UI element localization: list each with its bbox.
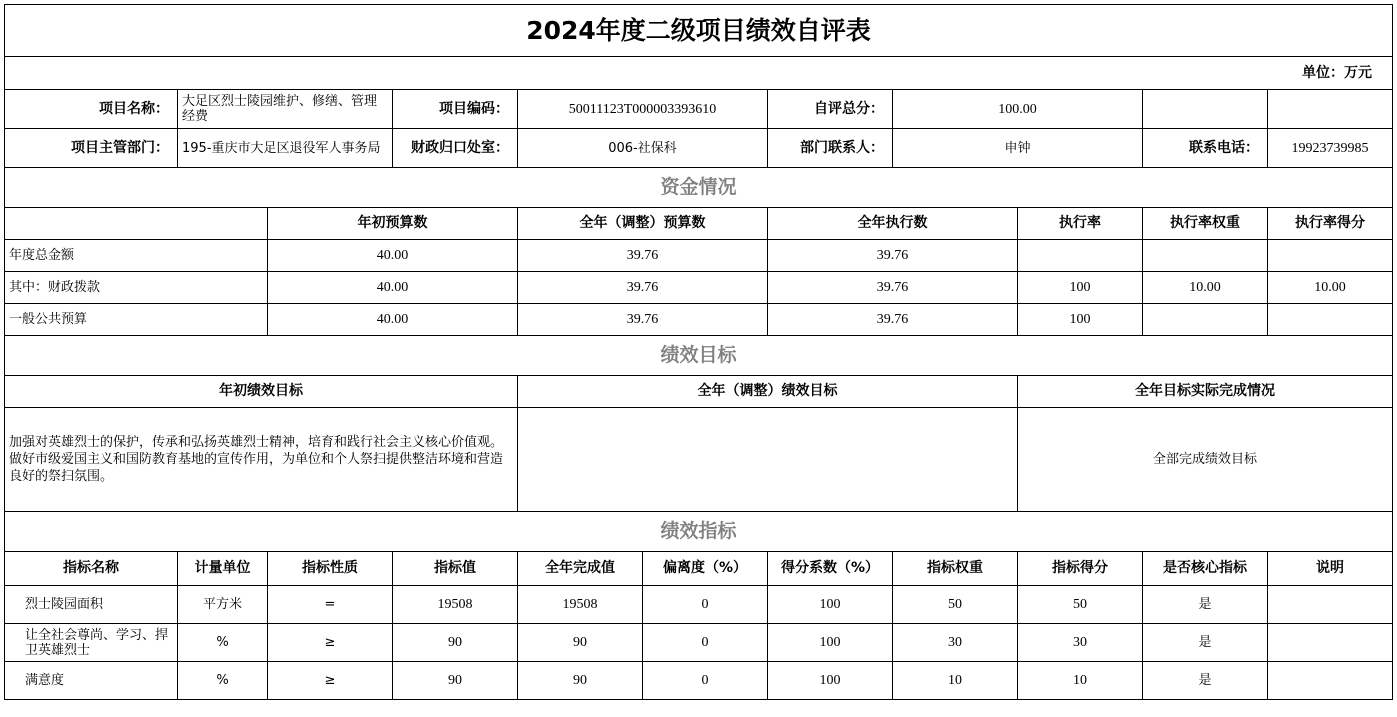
funds-cell[interactable]: 39.76 (518, 240, 768, 272)
indicator-cell[interactable]: 10 (893, 662, 1018, 700)
empty-cell[interactable] (1143, 90, 1268, 129)
indicator-cell[interactable] (1268, 586, 1393, 624)
indicator-cell[interactable]: 0 (643, 662, 768, 700)
initial-goal-cell[interactable]: 加强对英雄烈士的保护，传承和弘扬英雄烈士精神，培育和践行社会主义核心价值观。做好市级爱国主义和国防教育基地的宣传作用，为单位和个人祭扫提供整洁环境和营造良好的祭扫氛围。 (5, 408, 518, 512)
indicator-row (5, 624, 1393, 662)
funds-cell[interactable]: 40.00 (268, 272, 518, 304)
funds-cell[interactable]: 40.00 (268, 304, 518, 336)
indicator-header: 说明 (1268, 552, 1393, 586)
indicator-cell[interactable]: 19508 (393, 586, 518, 624)
goals-section-title: 绩效目标 (5, 336, 1393, 376)
department-cell[interactable]: 195-重庆市大足区退役军人事务局 (178, 129, 393, 168)
phone-cell[interactable]: 19923739985 (1268, 129, 1393, 168)
indicator-cell[interactable]: 是 (1143, 624, 1268, 662)
indicator-cell[interactable]: 50 (1018, 586, 1143, 624)
indicator-name-cell[interactable]: 满意度 (5, 662, 178, 700)
indicator-cell[interactable]: 90 (518, 662, 643, 700)
funds-cell[interactable] (1143, 304, 1268, 336)
indicator-cell[interactable]: 90 (393, 624, 518, 662)
funds-row (5, 304, 1393, 336)
funds-cell[interactable]: 39.76 (768, 240, 1018, 272)
project-name-label: 项目名称： (5, 90, 178, 129)
adjusted-goal-cell[interactable] (518, 408, 1018, 512)
indicator-cell[interactable]: 是 (1143, 662, 1268, 700)
funds-header: 执行率 (1018, 208, 1143, 240)
funds-header: 全年执行数 (768, 208, 1018, 240)
indicator-cell[interactable]: 50 (893, 586, 1018, 624)
contact-label: 部门联系人： (768, 129, 893, 168)
indicator-cell[interactable]: % (178, 624, 268, 662)
indicator-header: 指标得分 (1018, 552, 1143, 586)
funds-cell[interactable] (1268, 304, 1393, 336)
indicator-cell[interactable]: 100 (768, 586, 893, 624)
funds-header: 年初预算数 (268, 208, 518, 240)
funds-section-title: 资金情况 (5, 168, 1393, 208)
indicator-cell[interactable]: 19508 (518, 586, 643, 624)
funds-row (5, 240, 1393, 272)
unit-label: 单位：万元 (5, 57, 1393, 90)
indicators-section-title: 绩效指标 (5, 512, 1393, 552)
finance-office-label: 财政归口处室： (393, 129, 518, 168)
self-evaluation-sheet (4, 4, 1393, 700)
indicator-cell[interactable]: 90 (518, 624, 643, 662)
contact-cell[interactable]: 申钟 (893, 129, 1143, 168)
indicator-cell[interactable]: 100 (768, 662, 893, 700)
indicator-cell[interactable] (1268, 662, 1393, 700)
indicator-cell[interactable]: % (178, 662, 268, 700)
funds-cell[interactable]: 39.76 (518, 272, 768, 304)
indicator-cell[interactable]: ≥ (268, 624, 393, 662)
indicator-header: 指标权重 (893, 552, 1018, 586)
indicator-header: 偏离度（%） (643, 552, 768, 586)
total-score-label: 自评总分： (768, 90, 893, 129)
finance-office-cell[interactable]: 006-社保科 (518, 129, 768, 168)
funds-row-name[interactable]: 其中：财政拨款 (5, 272, 268, 304)
funds-row-name[interactable]: 一般公共预算 (5, 304, 268, 336)
funds-cell[interactable]: 39.76 (768, 272, 1018, 304)
actual-completion-cell[interactable]: 全部完成绩效目标 (1018, 408, 1393, 512)
indicator-cell[interactable]: 30 (1018, 624, 1143, 662)
indicator-cell[interactable]: ≥ (268, 662, 393, 700)
indicator-row (5, 586, 1393, 624)
indicator-name-cell[interactable]: 烈士陵园面积 (5, 586, 178, 624)
phone-label: 联系电话： (1143, 129, 1268, 168)
total-score-cell[interactable]: 100.00 (893, 90, 1143, 129)
department-label: 项目主管部门： (5, 129, 178, 168)
funds-row-name[interactable]: 年度总金额 (5, 240, 268, 272)
funds-header: 执行率权重 (1143, 208, 1268, 240)
funds-header: 全年（调整）预算数 (518, 208, 768, 240)
funds-cell[interactable]: 10.00 (1268, 272, 1393, 304)
indicator-header: 全年完成值 (518, 552, 643, 586)
indicator-name-cell[interactable]: 让全社会尊尚、学习、捍卫英雄烈士 (5, 624, 178, 662)
indicator-header: 指标名称 (5, 552, 178, 586)
empty-header-cell (5, 208, 268, 240)
evaluation-table (4, 4, 1393, 700)
indicator-header: 得分系数（%） (768, 552, 893, 586)
indicator-header: 指标值 (393, 552, 518, 586)
goals-header-adjusted: 全年（调整）绩效目标 (518, 376, 1018, 408)
indicator-cell[interactable]: = (268, 586, 393, 624)
indicator-header: 指标性质 (268, 552, 393, 586)
goals-header-initial: 年初绩效目标 (5, 376, 518, 408)
funds-cell[interactable]: 100 (1018, 272, 1143, 304)
funds-header: 执行率得分 (1268, 208, 1393, 240)
indicator-cell[interactable]: 90 (393, 662, 518, 700)
project-code-cell[interactable]: 50011123T000003393610 (518, 90, 768, 129)
goals-header-actual: 全年目标实际完成情况 (1018, 376, 1393, 408)
project-code-label: 项目编码： (393, 90, 518, 129)
funds-cell[interactable]: 100 (1018, 304, 1143, 336)
indicator-cell[interactable]: 0 (643, 586, 768, 624)
project-name-cell[interactable]: 大足区烈士陵园维护、修缮、管理经费 (178, 90, 393, 129)
indicator-cell[interactable]: 100 (768, 624, 893, 662)
funds-cell[interactable]: 10.00 (1143, 272, 1268, 304)
funds-cell[interactable]: 40.00 (268, 240, 518, 272)
indicator-header: 计量单位 (178, 552, 268, 586)
indicator-cell[interactable]: 10 (1018, 662, 1143, 700)
indicator-header: 是否核心指标 (1143, 552, 1268, 586)
funds-cell[interactable]: 39.76 (518, 304, 768, 336)
indicator-cell[interactable]: 是 (1143, 586, 1268, 624)
funds-row (5, 272, 1393, 304)
sheet-title: 2024年度二级项目绩效自评表 (5, 5, 1393, 57)
funds-cell[interactable]: 39.76 (768, 304, 1018, 336)
indicator-cell[interactable] (1268, 624, 1393, 662)
empty-cell[interactable] (1268, 90, 1393, 129)
indicator-cell[interactable]: 0 (643, 624, 768, 662)
funds-cell[interactable] (1018, 240, 1143, 272)
funds-cell[interactable] (1268, 240, 1393, 272)
indicator-cell[interactable]: 平方米 (178, 586, 268, 624)
indicator-row (5, 662, 1393, 700)
funds-cell[interactable] (1143, 240, 1268, 272)
indicator-cell[interactable]: 30 (893, 624, 1018, 662)
